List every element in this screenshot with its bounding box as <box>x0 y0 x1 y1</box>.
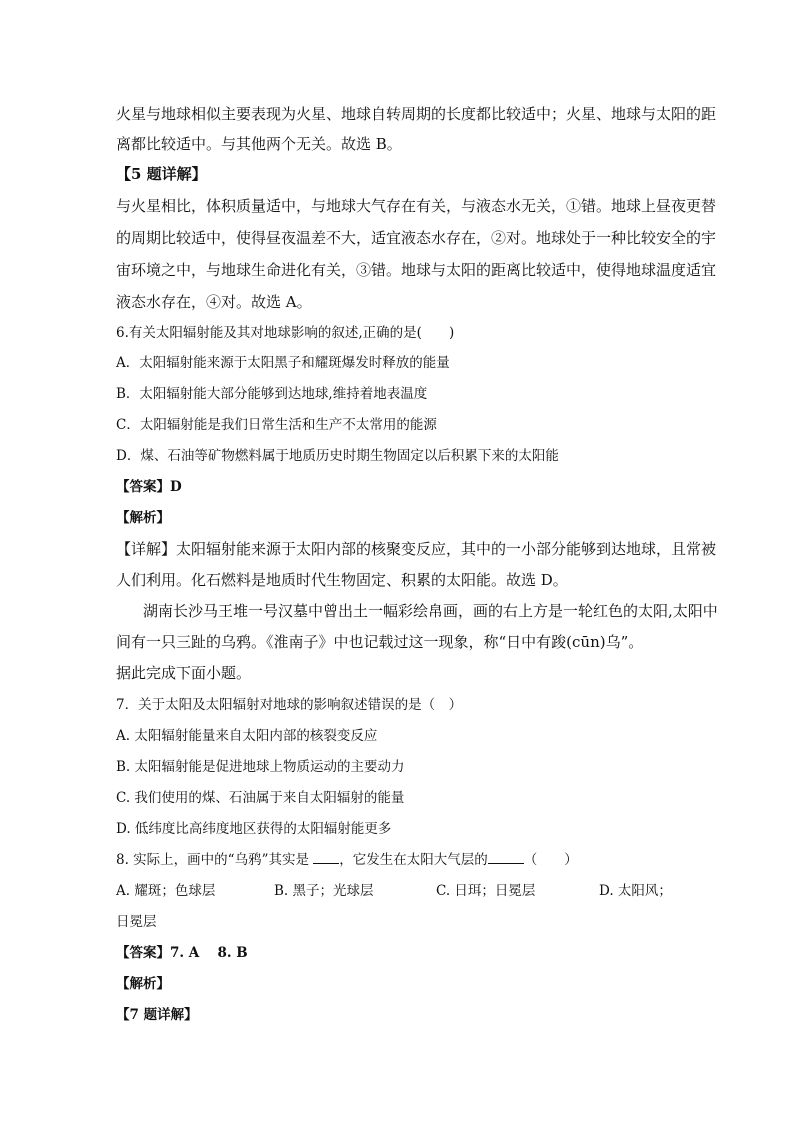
question-8-option-b: B. 黑子；光球层 <box>274 883 374 899</box>
question-6-option-b: B．太阳辐射能大部分能够到达地球,维持着地表温度 <box>116 386 428 402</box>
question-8-part-3: （ ） <box>523 852 578 868</box>
question-6-option-d: D．煤、石油等矿物燃料属于地质历史时期生物固定以后积累下来的太阳能 <box>116 448 559 464</box>
question-8-option-d: D. 太阳风； <box>599 883 672 899</box>
section-heading: 【5 题详解】 <box>116 165 207 183</box>
question-8-option-a: A. 耀斑；色球层 <box>116 883 216 899</box>
fill-blank <box>488 863 524 864</box>
question-6-option-c: C．太阳辐射能是我们日常生活和生产不太常用的能源 <box>116 417 437 433</box>
passage-line: 湖南长沙马王堆一号汉墓中曾出土一幅彩绘帛画，画的右上方是一轮红色的太阳,太阳中 <box>143 602 718 620</box>
question-8 <box>116 850 578 870</box>
question-8-option-c: C. 日珥；日冕层 <box>436 883 536 899</box>
text-line: 火星与地球相似主要表现为火星、地球自转周期的长度都比较适中；火星、地球与太阳的距 <box>116 105 717 123</box>
question-8-option-d-continued: 日冕层 <box>116 914 157 930</box>
question-6: 6.有关太阳辐射能及其对地球影响的叙述,正确的是( ) <box>116 325 455 341</box>
text-line: 的周期比较适中，使得昼夜温差不大，适宜液态水存在，②对。地球处于一种比较安全的宇 <box>116 229 717 247</box>
answer-label: 【答案】D <box>116 479 182 495</box>
question-8-options <box>116 881 676 901</box>
passage-line: 间有一只三趾的乌鸦。《淮南子》中也记载过这一现象，称“日中有踆(cūn)乌”。 <box>116 633 644 651</box>
section-heading: 【7 题详解】 <box>116 1007 198 1023</box>
question-7-option-d: D. 低纬度比高纬度地区获得的太阳辐射能更多 <box>116 821 392 837</box>
question-7-option-c: C. 我们使用的煤、石油属于来自太阳辐射的能量 <box>116 790 405 806</box>
question-8-part-1: 8. 实际上，画中的“乌鸦”其实是 <box>116 852 314 868</box>
analysis-label: 【解析】 <box>116 510 170 526</box>
question-8-part-2: ，它发生在太阳大气层的 <box>339 852 488 868</box>
answer-label: 【答案】7. A 8. B <box>116 945 248 961</box>
text-line: 【详解】太阳辐射能来源于太阳内部的核聚变反应，其中的一小部分能够到达地球，且常被 <box>116 540 717 558</box>
fill-blank <box>313 863 339 864</box>
passage-line: 据此完成下面小题。 <box>116 664 252 682</box>
text-line: 液态水存在，④对。故选 A。 <box>116 293 312 311</box>
text-line: 人们利用。化石燃料是地质时代生物固定、积累的太阳能。故选 D。 <box>116 571 568 589</box>
question-7: 7．关于太阳及太阳辐射对地球的影响叙述错误的是（ ） <box>116 697 463 713</box>
question-7-option-a: A. 太阳辐射能量来自太阳内部的核裂变反应 <box>116 728 378 744</box>
question-6-option-a: A．太阳辐射能来源于太阳黑子和耀斑爆发时释放的能量 <box>116 355 450 371</box>
question-7-option-b: B. 太阳辐射能是促进地球上物质运动的主要动力 <box>116 759 405 775</box>
analysis-label: 【解析】 <box>116 976 170 992</box>
text-line: 与火星相比，体积质量适中，与地球大气存在有关，与液态水无关，①错。地球上昼夜更替 <box>116 197 717 215</box>
text-line: 宙环境之中，与地球生命进化有关，③错。地球与太阳的距离比较适中，使得地球温度适宜 <box>116 261 717 279</box>
text-line: 离都比较适中。与其他两个无关。故选 B。 <box>116 135 402 153</box>
